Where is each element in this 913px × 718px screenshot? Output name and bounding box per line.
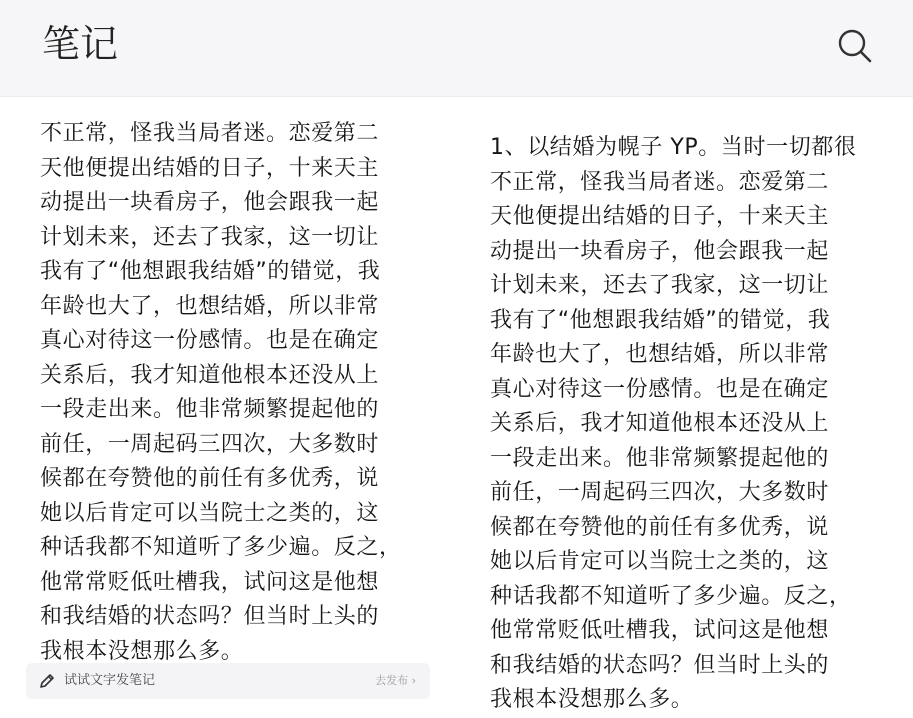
note-line: 关系后，我才知道他根本还没从上 [40, 362, 380, 388]
note-line: 前任，一周起码三四次，大多数时 [490, 480, 830, 505]
note-line: 种话我都不知道听了多少遍。反之， [490, 583, 852, 609]
note-line: 动提出一块看房子，他会跟我一起 [490, 238, 830, 264]
search-button[interactable] [835, 26, 875, 66]
page-title: 笔记 [42, 22, 119, 66]
app-header [0, 0, 913, 97]
go-publish-link[interactable]: 去发布 › [375, 674, 416, 687]
note-line: 真心对待这一份感情。也是在确定 [490, 376, 830, 402]
note-line: 关系后，我才知道他根本还没从上 [490, 411, 830, 436]
note-line: 年龄也大了，也想结婚，所以非常 [40, 293, 380, 319]
note-line: 我有了“他想跟我结婚”的错觉，我 [490, 307, 831, 333]
note-preview-panel [452, 97, 913, 712]
note-line: 动提出一块看房子，他会跟我一起 [40, 190, 380, 215]
note-line: 天他便提出结婚的日子，十来天主 [490, 204, 830, 229]
note-line: 她以后肯定可以当院士之类的，这 [40, 500, 380, 526]
note-line: 我有了“他想跟我结婚”的错觉，我 [40, 259, 381, 284]
note-line: 前任，一周起码三四次，大多数时 [40, 431, 380, 457]
note-line: 她以后肯定可以当院士之类的，这 [490, 549, 830, 574]
note-editor-panel [0, 97, 452, 709]
note-line: 1、以结婚为幌子 YP。当时一切都很 [490, 135, 857, 160]
note-body-right [490, 131, 878, 718]
note-line: 候都在夸赞他的前任有多优秀，说 [490, 514, 830, 540]
search-icon [835, 26, 875, 66]
pen-icon [38, 672, 56, 690]
note-body-left[interactable] [40, 117, 406, 669]
note-line: 不正常，怪我当局者迷。恋爱第二 [40, 121, 380, 146]
note-line: 一段走出来。他非常频繁提起他的 [40, 397, 380, 422]
note-line: 和我结婚的状态吗？但当时上头的 [40, 604, 380, 629]
note-line: 他常常贬低吐槽我，试问这是他想 [40, 569, 380, 595]
note-line: 种话我都不知道听了多少遍。反之， [40, 535, 402, 560]
note-line: 我根本没想那么多。 [40, 638, 244, 664]
note-line: 计划未来，还去了我家，这一切让 [40, 224, 380, 250]
note-line: 真心对待这一份感情。也是在确定 [40, 328, 380, 353]
note-line: 我根本没想那么多。 [490, 687, 694, 712]
note-line: 不正常，怪我当局者迷。恋爱第二 [490, 169, 830, 195]
note-line: 候都在夸赞他的前任有多优秀，说 [40, 466, 380, 491]
try-text-note-bar[interactable] [26, 663, 430, 699]
note-line: 天他便提出结婚的日子，十来天主 [40, 155, 380, 181]
note-line: 年龄也大了，也想结婚，所以非常 [490, 342, 830, 367]
note-line: 和我结婚的状态吗？但当时上头的 [490, 652, 830, 678]
note-line: 一段走出来。他非常频繁提起他的 [490, 445, 830, 471]
note-line: 他常常贬低吐槽我，试问这是他想 [490, 618, 830, 643]
note-line: 计划未来，还去了我家，这一切让 [490, 273, 830, 298]
try-text-note-label: 试试文字发笔记 [64, 673, 156, 688]
